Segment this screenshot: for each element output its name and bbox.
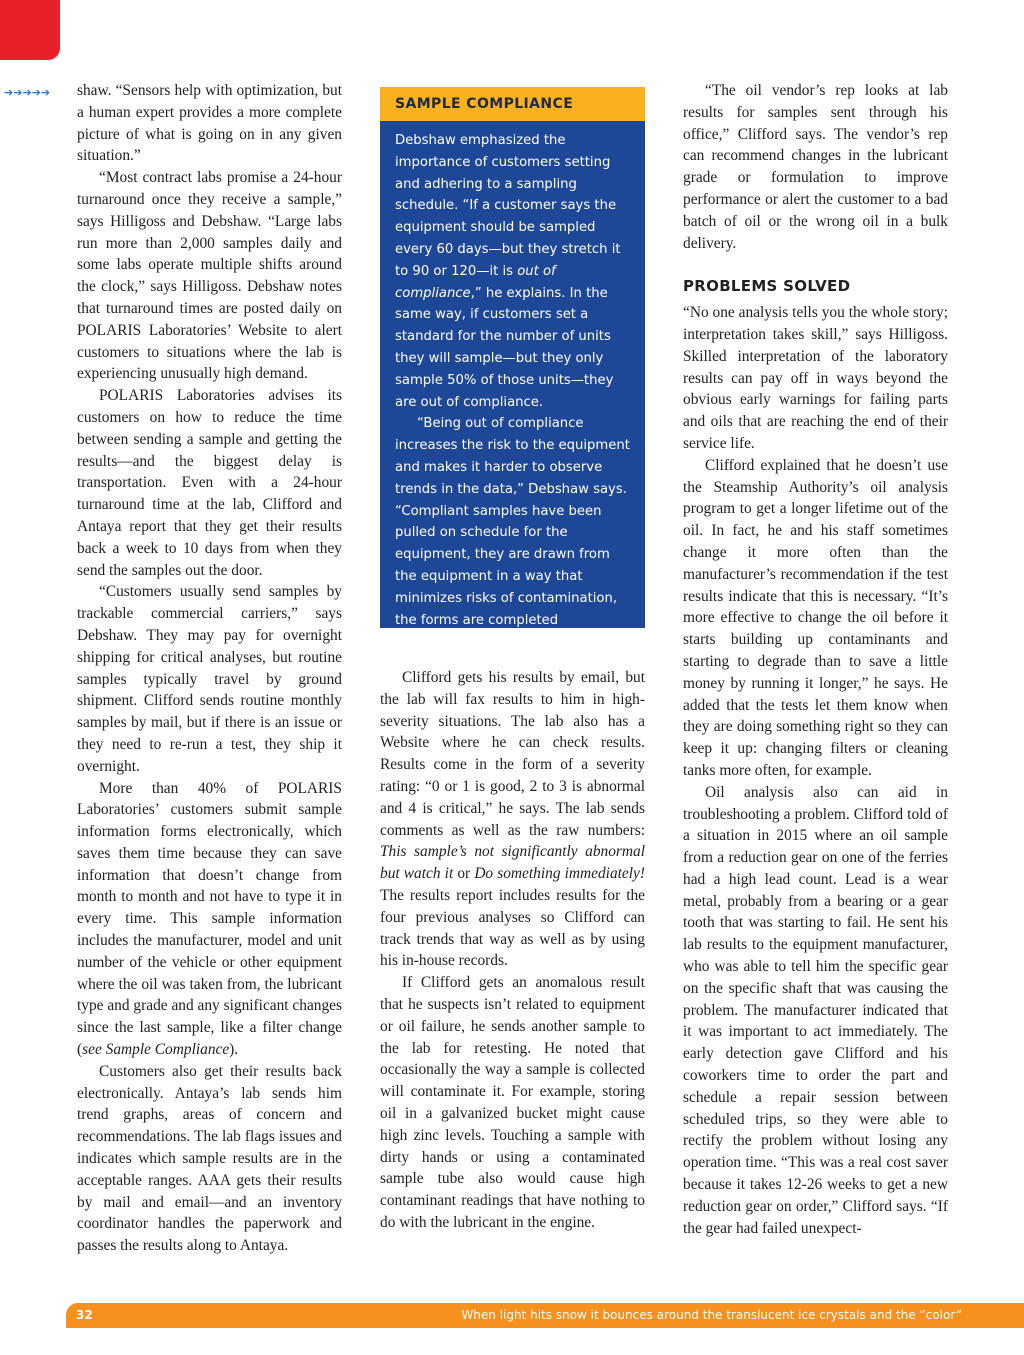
sidebar-paragraph [395, 130, 631, 413]
left-column [77, 80, 342, 1257]
paragraph: Customers also get their results back electronically. Antaya’s lab sends him trend graphs, areas of concern and recommendations. The lab flags issues and indicates which sample results are in the acceptable ranges. AAA gets their results by mail and email—and an inventory coordinator handles the paperwork and passes the results along to Antaya. [77, 1062, 342, 1255]
quoted-comment: Do something immediately! [474, 865, 645, 883]
paragraph [380, 667, 645, 972]
paragraph-text: More than 40% of POLARIS Laboratories’ customers submit sample information forms electronically, which saves them time because they can save information that doesn’t change from month to month and not have to type it in every time. This sample information includes the manufacturer, model and unit number of the vehicle or other equipment where the oil was taken from, the lubricant type and grade and any significant changes since the last sample, like a filter change ( [77, 779, 342, 1059]
corner-tab [0, 0, 60, 60]
arrow-icon: ➔ [40, 86, 50, 99]
sample-compliance-sidebar [380, 87, 645, 672]
paragraph-text: The results report includes results for the four previous analyses so Clifford can track trends that way as well as by using his in-house records. [380, 886, 645, 970]
paragraph: If Clifford gets an anomalous result that he suspects isn’t related to equipment or oil failure, he sends another sample to the lab for retesting. He noted that occasionally the way a sample is collected will contaminate it. For example, storing oil in a galvanized bucket might cause high zinc levels. Touching a sample with dirty hands or using a contaminated sample tube also would cause high contaminant readings that have nothing to do with the lubricant in the engine. [380, 974, 645, 1231]
sidebar-text: ,” he explains. In the same way, if customers set a standard for the number of units they will sample—but they only sample 50% of those units—they are out of compliance. [395, 285, 614, 410]
sidebar-text: Debshaw emphasized the importance of customers setting and adhering to a sampling schedule. “If a customer says the equipment should be sampled every 60 days—but they stretch it to 90 or 120—it is [395, 133, 621, 279]
sidebar-paragraph: “Being out of compliance increases the risk to the equipment and makes it harder to observe trends in the data,” Debshaw says. “Compliant samples have been pulled on schedule for the equipment, they are drawn from the equipment in a way that minimizes risks of contamination, the forms are completed accurately and they are sent to the laboratory for analysis promptly.” [395, 416, 630, 672]
page-number: 32 [76, 1308, 93, 1322]
paragraph: shaw. “Sensors help with optimization, but a human expert provides a more complete picture of what is going on in any given situation.” [77, 82, 342, 165]
sidebar-body [380, 121, 645, 675]
sidebar-emphasis: out of compliance [395, 263, 556, 301]
sidebar-title: SAMPLE COMPLIANCE [380, 87, 645, 121]
arrow-icon: ➔ [22, 86, 31, 99]
middle-column [380, 667, 645, 1234]
running-footer-text: When light hits snow it bounces around the translucent ice crystals and the “color” [461, 1308, 962, 1322]
paragraph: “No one analysis tells you the whole story; interpretation takes skill,” says Hilligoss. Skilled interpretation of the laboratory results can pay off in ways beyond the obvious early warnings for failing parts and oils that are reaching the end of their service life. [683, 304, 948, 452]
paragraph: POLARIS Laboratories advises its customers on how to reduce the time between sending a sample and getting the results—and the biggest delay is transportation. Even with a 24-hour turnaround time at the lab, Clifford and Antaya report that they get their results back a week to 10 days from when they send the samples out the door. [77, 387, 342, 579]
paragraph: “The oil vendor’s rep looks at lab results for samples sent through his office,” Clifford says. The vendor’s rep can recommend changes in the lubricant grade or formulation to improve performance or alert the customer to a bad batch of oil or the wrong oil in a bulk delivery. [683, 82, 948, 252]
right-column [683, 80, 948, 1239]
paragraph: “Most contract labs promise a 24-hour turnaround once they receive a sample,” says Hilligoss and Debshaw. “Large labs run more than 2,000 samples daily and some labs operate multiple shifts around the clock,” says Hilligoss. Debshaw notes that turnaround times are posted daily on POLARIS Laboratories’ Website to alert customers to situations where the lab is experiencing unusually high demand. [77, 169, 342, 383]
page-footer [66, 1303, 1024, 1328]
paragraph: Oil analysis also can aid in troubleshooting a problem. Clifford told of a situation in 2015 where an oil sample from a reduction gear on one of the ferries had a high lead count. Lead is a wear metal, probably from a bearing or a gear tooth that was starting to fail. He sent his lab results to the equipment manufacturer, who was able to tell him the specific gear on the specific shaft that was causing the problem. The manufacturer indicated that it was important to act immediately. The early detection gave Clifford and his coworkers time to order the part and schedule a repair session between scheduled trips, so they were able to rectify the problem without losing any operation time. “This was a real cost saver because it takes 12-26 weeks to get a new reduction gear on order,” Clifford says. “If the gear had failed unexpect- [683, 783, 948, 1237]
paragraph-text: Clifford gets his results by email, but the lab will fax results to him in high-severity situations. The lab also has a Website where he can check results. Results come in the form of a severity rating: “0 or 1 is good, 2 to 3 is abnormal and 4 is critical,” he says. The lab sends comments as well as the raw numbers: [380, 669, 645, 839]
cross-reference: see Sample Compliance [82, 1041, 230, 1059]
arrow-icon: ➔ [31, 86, 40, 99]
continuation-arrows [4, 86, 50, 99]
paragraph-text: or [453, 865, 475, 883]
paragraph: “Customers usually send samples by trackable commercial carriers,” says Debshaw. They may pay for overnight shipping for critical analyses, but routine samples typically travel by ground shipment. Clifford sends routine monthly samples by mail, but if there is an issue or they need to re-run a test, they ship it overnight. [77, 583, 342, 775]
arrow-icon: ➔ [13, 86, 22, 99]
paragraph: Clifford explained that he doesn’t use the Steamship Authority’s oil analysis program to get a longer lifetime out of the oil. In fact, he and his staff sometimes change it more often than the manufacturer’s recommendation if the test results indicate that this is necessary. “It’s more effective to change the oil before it starts building up contaminants and starting to degrade than to save a little money by running it longer,” he says. He added that the tests let them know when they are doing something right so they can keep it up: changing filters or cleaning tanks more often, for example. [683, 456, 948, 779]
paragraph-text: ). [229, 1041, 239, 1059]
section-heading: PROBLEMS SOLVED [683, 277, 851, 296]
arrow-icon: ➔ [4, 86, 13, 99]
quoted-comment: This sample’s not significantly abnormal but watch it [380, 843, 645, 883]
paragraph [77, 778, 342, 1061]
